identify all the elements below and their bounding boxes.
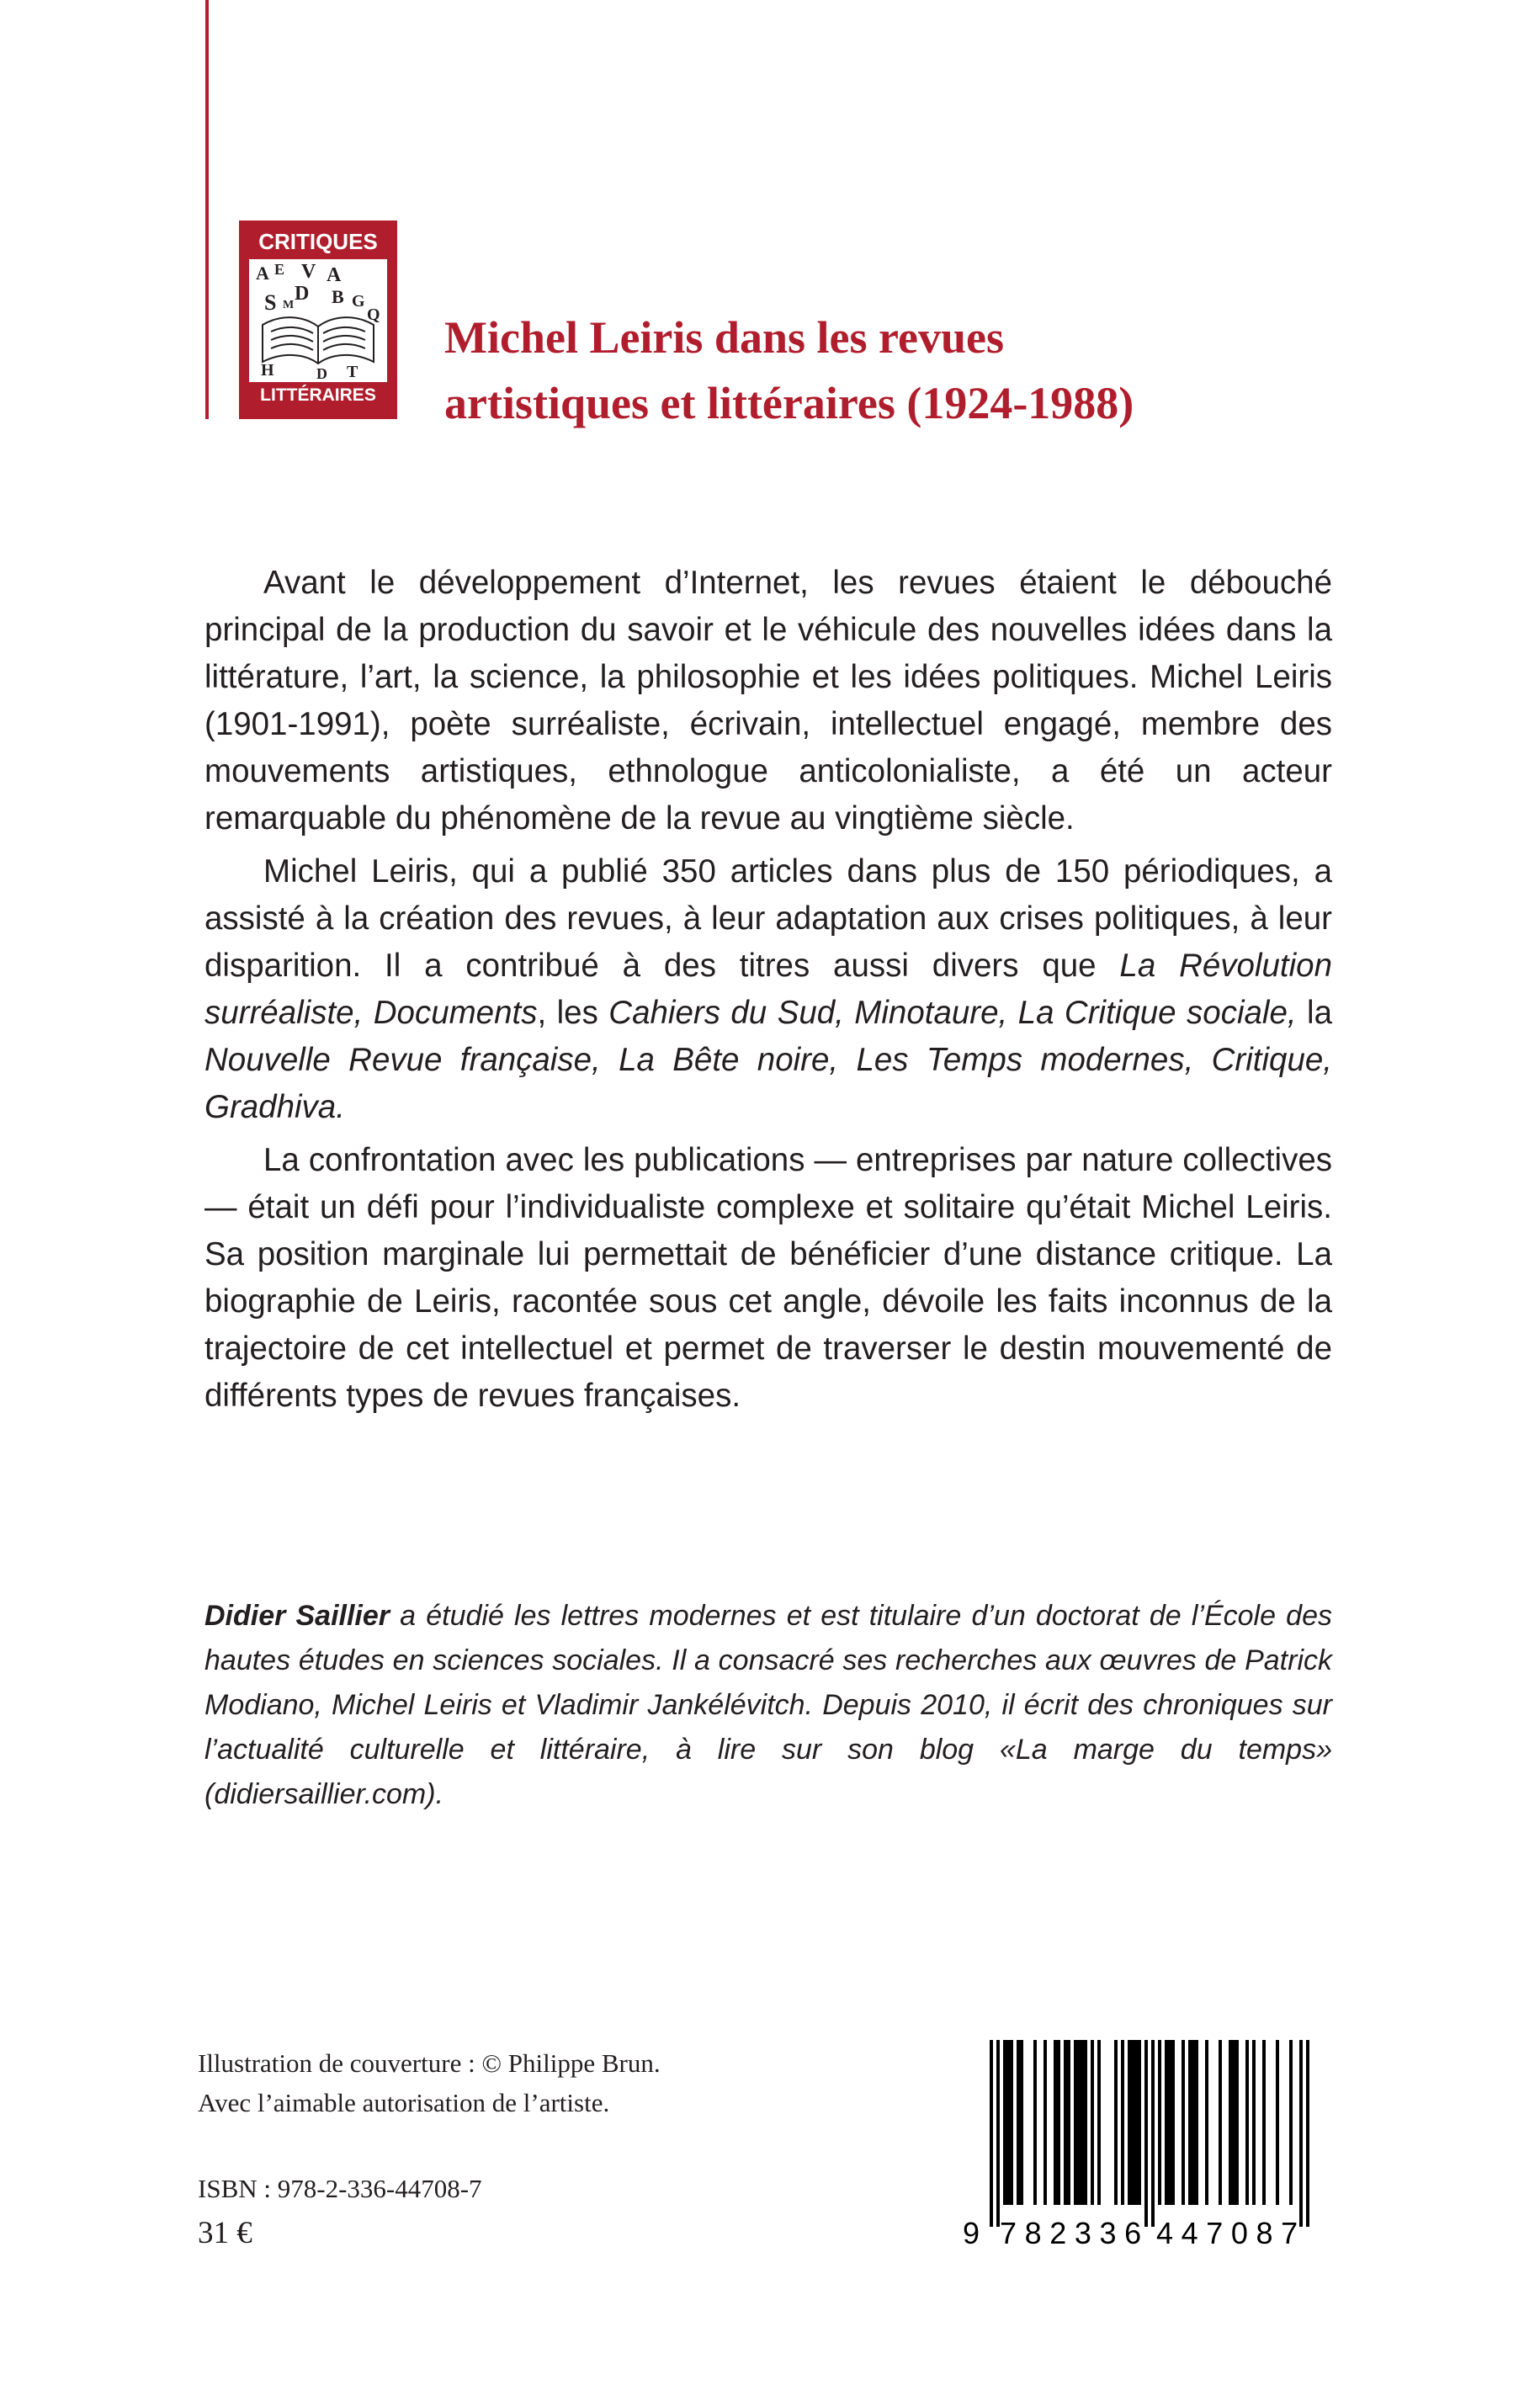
- barcode-bar: [1232, 2040, 1235, 2205]
- logo-letter: E: [274, 261, 285, 278]
- summary-text: la: [1296, 995, 1332, 1031]
- author-name: Didier Saillier: [204, 1600, 390, 1632]
- barcode-bar: [990, 2040, 993, 2227]
- barcode-bar: [1121, 2040, 1124, 2205]
- barcode-bar: [1033, 2040, 1037, 2205]
- barcode-bar: [1097, 2040, 1101, 2205]
- summary-paragraph: [204, 560, 1332, 842]
- collection-logo-top-label: CRITIQUES: [258, 229, 378, 254]
- summary-paragraph: [204, 1137, 1332, 1420]
- author-bio-text: a étudié les lettres modernes et est titulaire d’un doctorat de l’École des hautes études en sciences sociales. Il a consacré ses recherches aux œuvres de Patrick Modiano, Michel Leiris et Vladimir Jankélévitch. Depuis 2010, il écrit des chroniques sur l’actualité culturelle et littéraire, à lire sur son blog «La marge du temps» (didiersaillier.com).: [204, 1600, 1332, 1810]
- barcode-bar: [1128, 2040, 1131, 2205]
- logo-letter: H: [261, 361, 274, 380]
- book-summary: [204, 560, 1332, 1426]
- price: 31 €: [198, 2216, 252, 2250]
- barcode-bar: [1081, 2040, 1084, 2205]
- summary-text: Avant le développement d’Internet, les revues étaient le débouché principal de la production du savoir et le véhicule des nouvelles idées dans la littérature, l’art, la science, la philosophie et les idées politiques. Michel Leiris (1901-1991), poète surréaliste, écrivain, intellectuel engagé, membre des mouvements artistiques, ethnologue anticolonialiste, a été un acteur remarquable du phénomène de la revue au vingtième siècle.: [204, 565, 1332, 837]
- summary-text: , les: [537, 995, 609, 1031]
- barcode-bar: [1114, 2040, 1118, 2205]
- barcode-bar: [1165, 2040, 1168, 2205]
- logo-letter: D: [295, 283, 310, 305]
- barcode-bar: [1064, 2040, 1067, 2205]
- barcode-bar: [1171, 2040, 1175, 2205]
- barcode-bar: [1017, 2040, 1020, 2205]
- barcode-bar: [1276, 2040, 1279, 2205]
- barcode-bar: [1262, 2040, 1266, 2205]
- open-book-with-letters-drawing: [249, 259, 387, 382]
- barcode-bar: [1306, 2040, 1309, 2227]
- barcode-bar: [1067, 2040, 1070, 2205]
- barcode-bar: [1131, 2040, 1134, 2205]
- barcode-bar: [1144, 2040, 1148, 2227]
- barcode-bar: [1158, 2040, 1161, 2205]
- journal-titles: La Révolution surréaliste, Documents: [204, 948, 1333, 1031]
- barcode-bar: [1235, 2040, 1239, 2205]
- isbn: ISBN : 978-2-336-44708-7: [198, 2174, 482, 2203]
- author-bio: [204, 1594, 1332, 1817]
- barcode-bar: [1192, 2040, 1195, 2205]
- logo-letter: Q: [367, 305, 380, 324]
- summary-paragraph: [204, 848, 1332, 1131]
- illustration-credit-line: Illustration de couverture : © Philippe Brun.: [198, 2048, 661, 2078]
- summary-text: Michel Leiris, qui a publié 350 articles dans plus de 150 périodiques, a assisté à la création des revues, à leur adaptation aux crises politiques, à leur disparition. Il a contribué à des titres aussi divers que: [204, 853, 1332, 984]
- barcode-bar: [1074, 2040, 1077, 2205]
- book-title-line-1: Michel Leiris dans les revues: [444, 312, 1004, 363]
- logo-letter: B: [332, 286, 344, 307]
- barcode-right-group: 447087: [1156, 2216, 1306, 2250]
- barcode-bar: [1054, 2040, 1057, 2205]
- barcode-bar: [1182, 2040, 1185, 2205]
- summary-text: La confrontation avec les publications — entreprises par nature collectives — était un défi pour l’individualiste complexe et solitaire qu’était Michel Leiris. Sa position marginale lui permettait de bénéficier d’une distance critique. La biographie de Leiris, racontée sous cet angle, dévoile les faits inconnus de la trajectoire de cet intellectuel et permet de traverser le destin mouvementé de différents types de revues françaises.: [204, 1142, 1332, 1414]
- barcode-bar: [1003, 2040, 1006, 2205]
- barcode-bar: [1195, 2040, 1198, 2205]
- logo-letter: M: [283, 299, 295, 311]
- barcode-bar: [1077, 2040, 1081, 2205]
- barcode-first-digit: 9: [963, 2216, 980, 2250]
- logo-letter: V: [301, 261, 316, 283]
- journal-titles: Cahiers du Sud, Minotaure, La Critique sociale,: [608, 995, 1297, 1031]
- barcode-left-group: 782336: [1000, 2216, 1150, 2250]
- logo-letter: D: [316, 365, 327, 382]
- illustration-credits: [198, 2043, 871, 2122]
- barcode-bar: [1188, 2040, 1192, 2205]
- barcode-bar: [1245, 2040, 1249, 2205]
- open-book-with-letters-icon: [249, 259, 387, 382]
- barcode-bar: [1168, 2040, 1171, 2205]
- barcode-bar: [1252, 2040, 1256, 2205]
- barcode-bar: [1229, 2040, 1232, 2205]
- barcode-bar: [996, 2040, 1000, 2227]
- barcode-bar: [1020, 2040, 1023, 2205]
- collection-logo-bottom-label: LITTÉRAIRES: [260, 385, 376, 405]
- logo-letter: A: [327, 264, 342, 286]
- barcode-bar: [1057, 2040, 1060, 2205]
- barcode-bar: [1010, 2040, 1013, 2205]
- barcode-bar: [1134, 2040, 1138, 2205]
- barcode-bar: [1219, 2040, 1222, 2205]
- journal-titles: Nouvelle Revue française, La Bête noire, Les Temps modernes, Critique, Gradhiva.: [204, 1042, 1332, 1125]
- logo-letter: A: [256, 263, 269, 284]
- barcode-bar: [1289, 2040, 1293, 2205]
- barcode-bar: [1084, 2040, 1087, 2205]
- barcode-bar: [1299, 2040, 1303, 2227]
- barcode-bar: [1151, 2040, 1155, 2227]
- barcode-bar: [1138, 2040, 1141, 2205]
- logo-letter: S: [264, 290, 277, 315]
- barcode-bar: [1043, 2040, 1047, 2205]
- logo-letter: T: [347, 363, 358, 381]
- barcode-bar: [1205, 2040, 1208, 2205]
- logo-letter: G: [352, 292, 365, 311]
- book-title-line-2: artistiques et littéraires (1924-1988): [444, 378, 1134, 428]
- barcode-bar: [1006, 2040, 1010, 2205]
- illustration-permission-line: Avec l’aimable autorisation de l’artiste.: [198, 2088, 610, 2117]
- accent-vertical-rule: [205, 0, 209, 419]
- barcode-digits: [964, 2203, 1318, 2254]
- book-title: [444, 305, 1505, 436]
- barcode-bar: [1091, 2040, 1094, 2205]
- collection-logo: [239, 220, 397, 419]
